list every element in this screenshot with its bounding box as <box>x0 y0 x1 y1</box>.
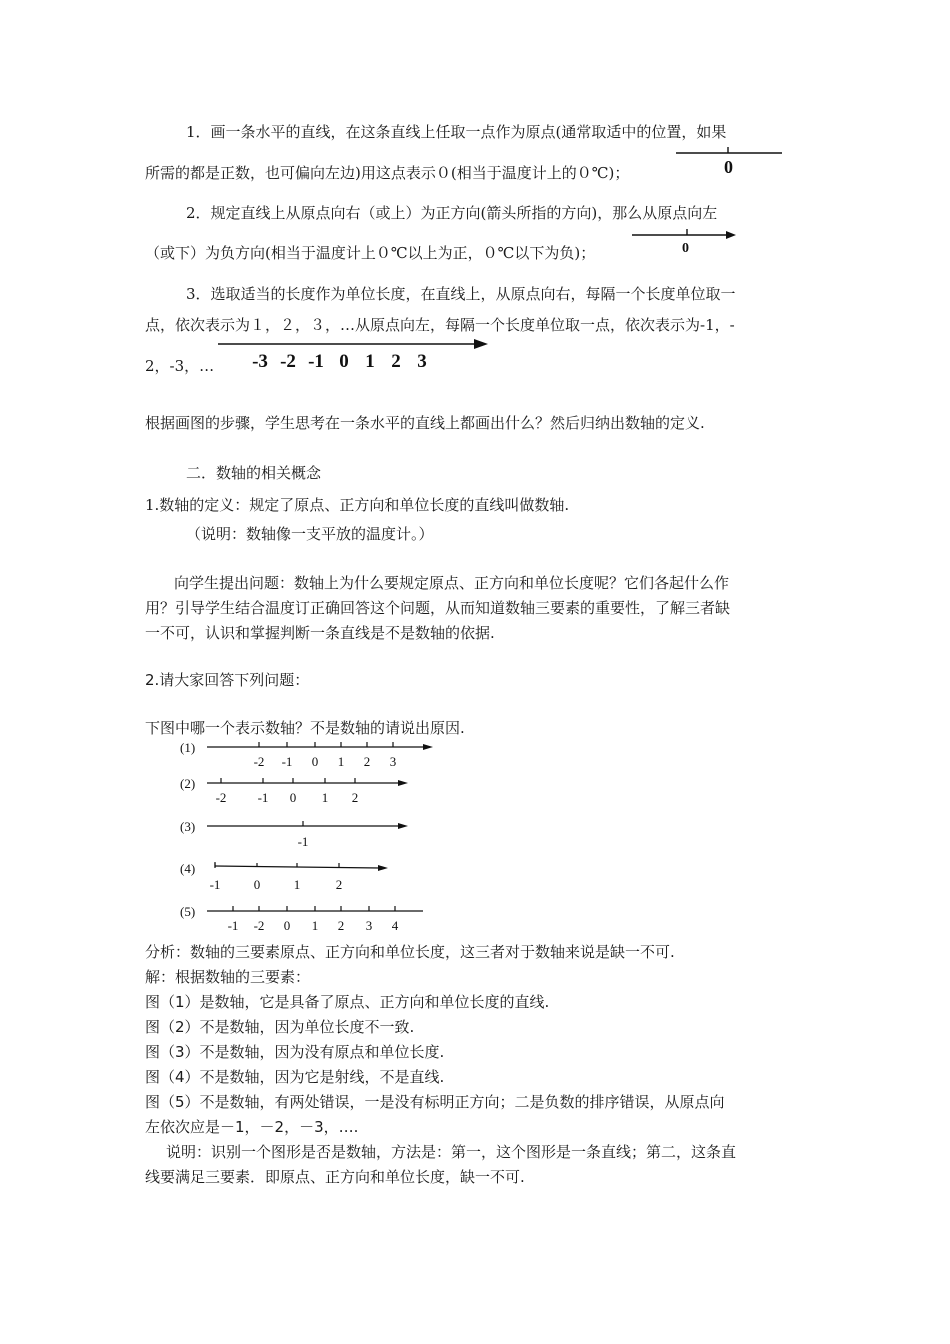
figure-4-label: (4) <box>180 861 196 876</box>
step3-ticks-label: 2 <box>391 351 401 372</box>
step1-axis-figure <box>676 140 784 180</box>
figures-panel <box>175 736 445 936</box>
question-paragraph-line1: 向学生提出问题：数轴上为什么要规定原点、正方向和单位长度呢？它们各起什么作 <box>174 574 730 592</box>
answer-figure-5-line1: 图（5）不是数轴，有两处错误，一是没有标明正方向；二是负数的排序错误，从原点向 <box>145 1093 725 1111</box>
fig1-ticks-label: 3 <box>389 754 397 769</box>
question-paragraph-line3: 一不可，认识和掌握判断一条直线是不是数轴的依据. <box>145 624 495 642</box>
step3-ticks-label: -2 <box>280 351 296 372</box>
fig2-ticks-label: -1 <box>257 790 269 805</box>
step3-line1: 3．选取适当的长度作为单位长度，在直线上，从原点向右，每隔一个长度单位取一 <box>186 285 736 303</box>
step2-arrowhead <box>726 231 736 239</box>
step2-line2: （或下）为负方向(相当于温度计上０℃以上为正，０℃以下为负)； <box>145 244 596 262</box>
step3-line3: 2，-3，… <box>145 357 215 375</box>
figure-1-ticks <box>254 742 397 769</box>
figure-4-arrowhead <box>378 865 388 871</box>
fig4-ticks-label: 1 <box>293 877 301 892</box>
figure-5-label: (5) <box>180 904 196 919</box>
fig2-ticks-label: 1 <box>321 790 329 805</box>
figure-3-arrowhead <box>398 823 408 829</box>
method-note-line1: 说明：识别一个图形是否是数轴，方法是：第一，这个图形是一条直线；第二，这条直 <box>166 1143 737 1161</box>
fig5-ticks-label: 2 <box>337 918 345 933</box>
fig1-ticks-label: -1 <box>281 754 293 769</box>
fig2-ticks-label: 2 <box>351 790 359 805</box>
summary-text: 根据画图的步骤，学生思考在一条水平的直线上都画出什么？然后归纳出数轴的定义. <box>145 414 705 432</box>
fig4-ticks-label: 0 <box>253 877 261 892</box>
answer-figure-5-line2: 左依次应是－1，－2，－3，…. <box>145 1118 359 1136</box>
axis-definition: 1.数轴的定义：规定了原点、正方向和单位长度的直线叫做数轴. <box>145 496 570 514</box>
figure-1-arrowhead <box>423 744 433 750</box>
answer-figure-4: 图（4）不是数轴，因为它是射线，不是直线. <box>145 1068 445 1086</box>
step3-tick-labels <box>252 351 427 372</box>
figure-2-arrowhead <box>398 780 408 786</box>
analysis-text: 分析：数轴的三要素原点、正方向和单位长度，这三者对于数轴来说是缺一不可. <box>145 943 675 961</box>
figure-4 <box>180 861 388 892</box>
definition-note: （说明：数轴像一支平放的温度计。） <box>186 525 434 543</box>
step2-origin-label: 0 <box>682 241 689 256</box>
step3-ticks-label: 0 <box>339 351 349 372</box>
figure-3-label: (3) <box>180 819 196 834</box>
step1-origin-label: 0 <box>724 157 733 177</box>
step3-line2: 点，依次表示为１，２，３，…从原点向左，每隔一个长度单位取一点，依次表示为-1，- <box>145 316 735 334</box>
figure-5-ticks <box>228 906 399 933</box>
fig1-ticks-label: -2 <box>253 754 265 769</box>
fig1-ticks-label: 2 <box>363 754 371 769</box>
question2-title: 2.请大家回答下列问题： <box>145 671 310 689</box>
step3-ticks-label: -3 <box>252 351 268 372</box>
step1-line1: 1．画一条水平的直线，在这条直线上任取一点作为原点(通常取适中的位置，如果 <box>186 123 727 141</box>
fig4-ticks-label: 2 <box>335 877 343 892</box>
step2-axis-figure <box>630 222 738 258</box>
section2-heading: 二．数轴的相关概念 <box>186 464 322 482</box>
solution-intro: 解：根据数轴的三要素： <box>145 968 311 986</box>
fig2-ticks-label: -2 <box>215 790 227 805</box>
fig5-ticks-label: 4 <box>391 918 399 933</box>
figure-1 <box>180 740 433 769</box>
fig5-ticks-label: 3 <box>365 918 373 933</box>
step3-arrowhead <box>474 339 488 349</box>
answer-figure-3: 图（3）不是数轴，因为没有原点和单位长度. <box>145 1043 445 1061</box>
step3-ticks-label: 3 <box>417 351 427 372</box>
step3-ticks-label: -1 <box>308 351 324 372</box>
figure-1-label: (1) <box>180 740 196 755</box>
method-note-line2: 线要满足三要素．即原点、正方向和单位长度，缺一不可. <box>145 1168 525 1186</box>
figure-2-ticks <box>216 778 359 805</box>
fig5-ticks-label: -2 <box>253 918 265 933</box>
step3-ticks-label: 1 <box>365 351 375 372</box>
answer-figure-1: 图（1）是数轴，它是具备了原点、正方向和单位长度的直线. <box>145 993 550 1011</box>
figure-3-ticks <box>298 821 309 849</box>
step3-axis-figure <box>218 334 490 374</box>
step1-line2: 所需的都是正数，也可偏向左边)用这点表示０(相当于温度计上的０℃)； <box>145 164 630 182</box>
question2-prompt: 下图中哪一个表示数轴？不是数轴的请说出原因. <box>145 719 465 737</box>
fig5-ticks-label: 1 <box>311 918 319 933</box>
fig4-ticks-label: -1 <box>209 877 221 892</box>
fig1-ticks-label: 0 <box>311 754 319 769</box>
figure-5 <box>180 904 423 933</box>
fig2-ticks-label: 0 <box>289 790 297 805</box>
fig3-ticks-label: -1 <box>297 834 309 849</box>
question-paragraph-line2: 用？引导学生结合温度订正确回答这个问题，从而知道数轴三要素的重要性，了解三者缺 <box>145 599 731 617</box>
fig5-ticks-label: -1 <box>227 918 239 933</box>
step2-line1: 2．规定直线上从原点向右（或上）为正方向(箭头所指的方向)，那么从原点向左 <box>186 204 718 222</box>
fig5-ticks-label: 0 <box>283 918 291 933</box>
answer-figure-2: 图（2）不是数轴，因为单位长度不一致. <box>145 1018 415 1036</box>
figure-3 <box>180 819 408 849</box>
figure-2-label: (2) <box>180 776 196 791</box>
fig1-ticks-label: 1 <box>337 754 345 769</box>
figure-2 <box>180 776 408 805</box>
